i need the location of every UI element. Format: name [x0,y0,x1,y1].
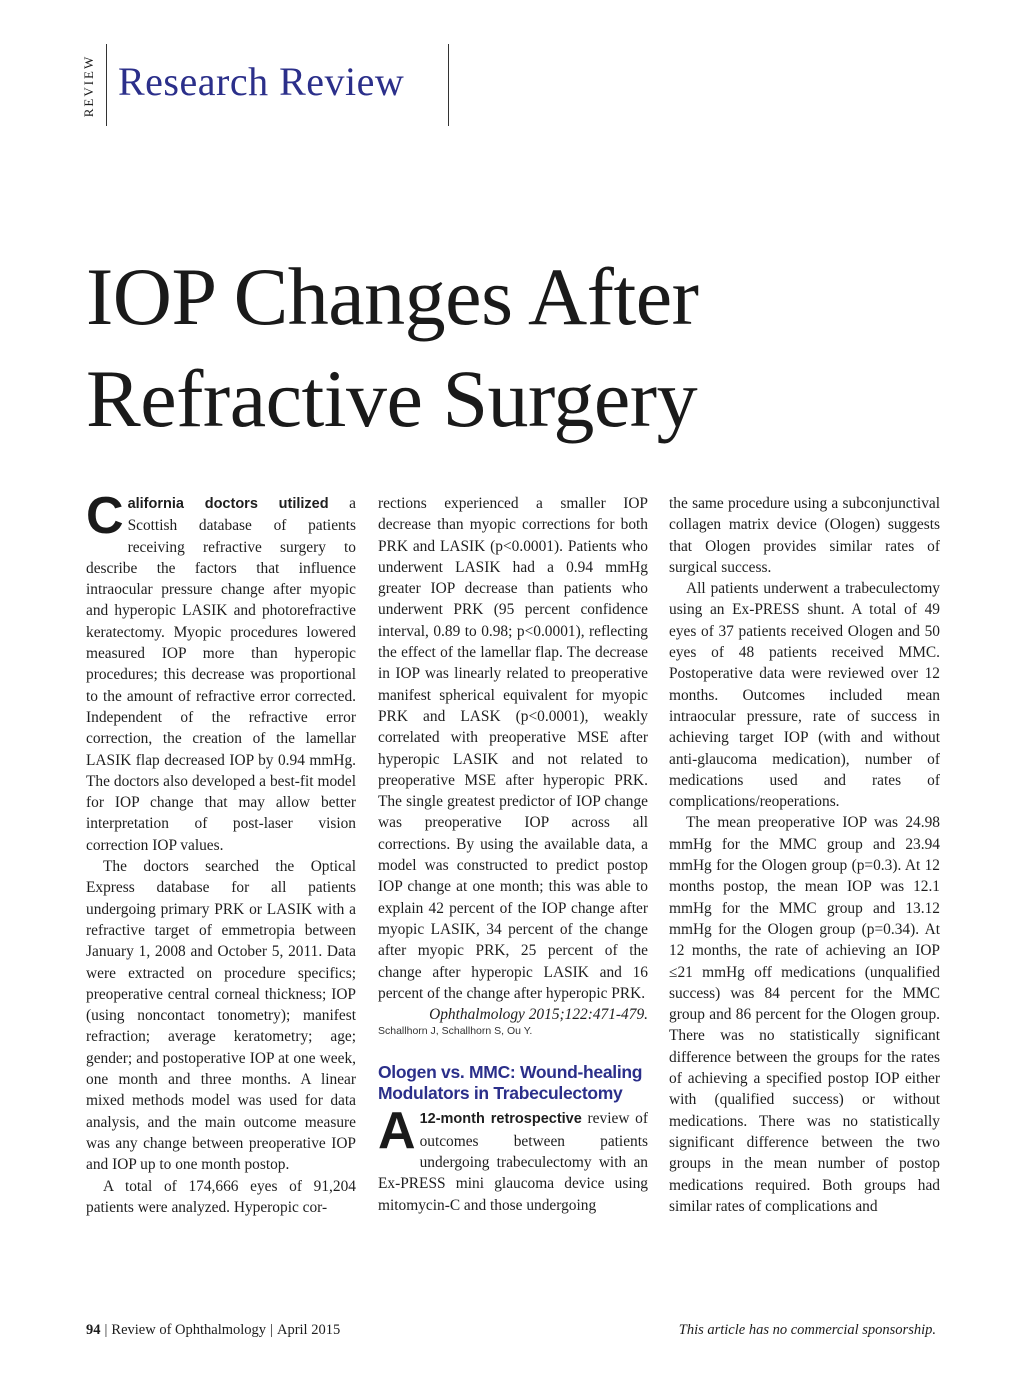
article-2-paragraph-1-part-2: the same procedure using a subconjunctival collagen matrix device (Ologen) suggests that Ologen provides similar rates of surgical success. [669,495,940,576]
section-title: Research Review [118,59,405,104]
article-2-paragraph-1 [378,1102,648,1215]
article-paragraph-2: The doctors searched the Optical Express database for all patients undergoing primary PRK or LASIK with a refractive target of emmetropia between January 1, 2008 and October 5, 2011. Data were extracted on procedure specifics; preoperative central corneal thickness; IOP (using noncontact tonometry); manifest refraction; average keratometry; age; gender; and postoperative IOP at one week, one month and three months. A linear mixed methods model was used for data analysis, and the main outcome measure was any change between preoperative IOP and IOP up to one month postop. [86,858,356,1174]
header-rule-right [448,44,449,126]
issue-date: April 2015 [276,1322,341,1338]
sponsorship-note: This article has no commercial sponsorship. [678,1322,936,1338]
headline-line-1: IOP Changes After [86,251,699,342]
lead-in-2: 12-month retrospective [419,1111,582,1128]
header-rule-left [106,44,107,126]
article-2-headline: Ologen vs. MMC: Wound-healing Modulators in Trabeculectomy [378,1062,643,1104]
article-2-paragraph-2: All patients underwent a trabeculectomy using an Ex-PRESS shunt. A total of 49 eyes of 37 patients received Ologen and 50 eyes of 48 patients received MMC. Postoperative data were reviewed over 12 months. Outcomes included mean intraocular pressure, rate of success in achieving target IOP (with and without anti-glaucoma medication), number of medications used and rates of complications/reoperations. [669,580,940,811]
lead-in: alifornia doctors utilized [127,496,329,512]
article-headline [86,246,946,450]
section-label-vertical-text: REVIEW [81,54,96,118]
paragraph-1-body: a Scottish database of patients receiving refractive surgery to describe the factors that influence intraocular pressure change after myopic and hyperopic LASIK and photorefractive keratectomy. Myopic procedures lowered measured IOP more than hyperopic procedures; this decrease was proportional to the amount of refractive error corrected. Independent of the refractive error correction, the creation of the lamellar LASIK flap decreased IOP by 0.94 mmHg. The doctors also developed a best-fit model for IOP change that may allow better interpretation of post-laser vision correction IOP values. [86,495,356,854]
article-2-paragraph-1-part-1: review of outcomes between patients undergoing trabeculectomy with an Ex-PRESS mini glaucoma device using mitomycin-C and those undergoing [378,1110,648,1214]
article-paragraph-1 [86,487,356,856]
drop-cap: C [86,487,124,545]
article-paragraph-3-part-2: rections experienced a smaller IOP decrease than myopic corrections for both PRK and LASIK (p<0.0001). Patients who underwent LASIK had a 0.94 mmHg greater IOP decrease than patients who underwent PRK (95 percent confidence interval, 0.89 to 0.98; p<0.0001), reflecting the effect of the lamellar flap. The decrease in IOP was linearly related to preoperative manifest spherical equivalent for myopic PRK and LASK (p<0.0001), weakly correlated with preoperative MSE after hyperopic LASIK and not related to preoperative MSE after hyperopic PRK. The single greatest predictor of IOP change was preoperative IOP across all corrections. By using the available data, a model was constructed to predict postop IOP change at one month; this was able to explain 42 percent of the IOP change after myopic LASIK, 34 percent of the change after myopic PRK, 25 percent of the change after hyperopic LASIK and 16 percent of the change after hyperopic PRK. [378,495,648,1002]
authors: Schallhorn J, Schallhorn S, Ou Y. [378,1025,533,1038]
page-number: 94 [86,1322,101,1338]
text-column-3 [669,493,940,1217]
article-2-paragraph-3: The mean preoperative IOP was 24.98 mmHg for the MMC group and 23.94 mmHg for the Ologen group (p=0.3). At 12 months postop, the mean IOP was 12.1 mmHg for the MMC group and 13.12 mmHg for the Ologen group (p=0.34). At 12 months, the rate of achieving an IOP ≤21 mmHg off medications (unqualified success) was 84 percent for the MMC group and 86 percent for the Ologen group. There was no statistically significant difference between the groups for the rates of achieving a specified postop IOP either with (qualified success) or without medications. There was no statistically significant difference between the two groups in the mean number of postop medications required. Both groups had similar rates of complications and [669,814,940,1215]
article-paragraph-3-part-1: A total of 174,666 eyes of 91,204 patients were analyzed. Hyperopic cor- [86,1177,356,1216]
section-label-vertical [78,48,100,124]
text-column-1 [86,487,356,1218]
headline-line-2: Refractive Surgery [86,353,698,444]
journal-name: Review of Ophthalmology [111,1322,267,1338]
footer-folio: 94 | Review of Ophthalmology | April 2015 [86,1322,341,1338]
drop-cap-2: A [378,1102,416,1161]
text-column-2 [378,493,648,1216]
citation: Ophthalmology 2015;122:471-479. [429,1006,648,1024]
